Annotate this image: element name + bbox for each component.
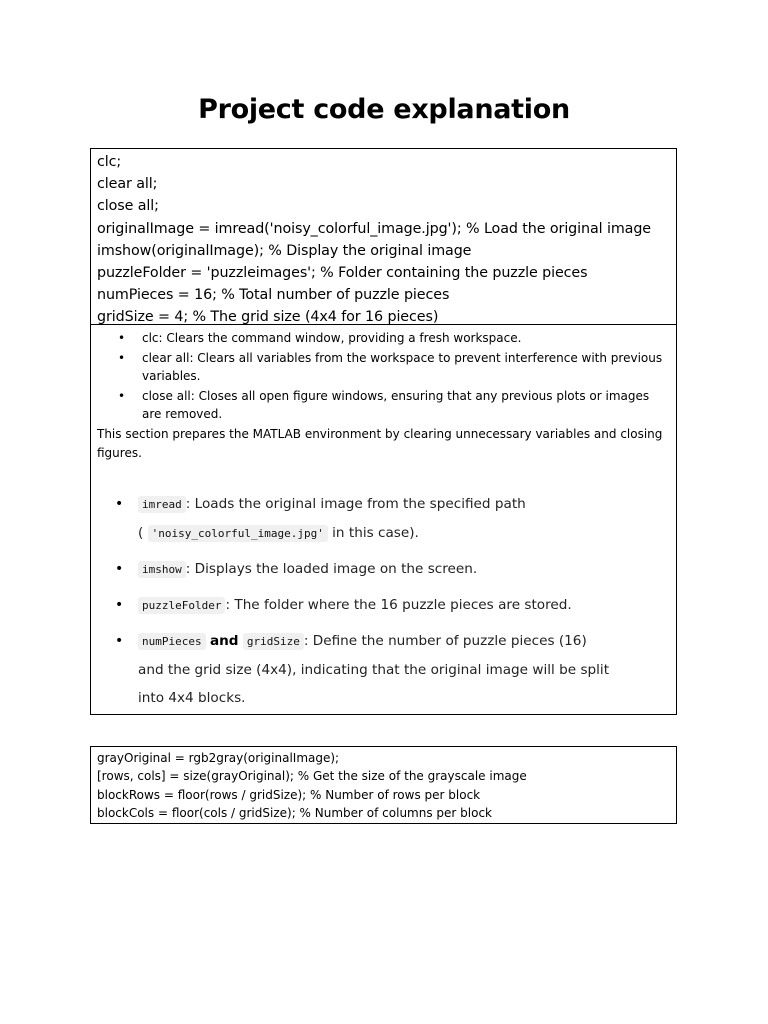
list-item-text: : The folder where the 16 puzzle pieces are stored. (225, 596, 572, 613)
code-line: blockCols = floor(cols / gridSize); % Number of columns per block (97, 806, 493, 821)
bullet-list-2 (97, 490, 670, 712)
open-paren: ( (138, 524, 144, 541)
inline-code: imread (138, 496, 186, 513)
code-line: puzzleFolder = 'puzzleimages'; % Folder containing the puzzle pieces (97, 264, 588, 281)
list-item: • clear all: Clears all variables from the workspace to prevent interference with previous variables. (142, 349, 670, 386)
list-item-text: into 4x4 blocks. (138, 689, 246, 706)
code-line: [rows, cols] = size(grayOriginal); % Get the size of the grayscale image (97, 769, 527, 784)
list-item-text: : Displays the loaded image on the screen. (185, 560, 478, 577)
list-item-text: : Define the number of puzzle pieces (16) (303, 632, 587, 649)
list-item-imread (138, 490, 670, 548)
inline-code: puzzleFolder (138, 597, 225, 614)
code-block-2 (90, 746, 677, 824)
code-line: close all; (97, 198, 159, 215)
list-item-puzzlefolder (138, 591, 670, 620)
and-word: and (209, 632, 239, 649)
code-line: numPieces = 16; % Total number of puzzle pieces (97, 287, 450, 304)
code-explanation-box (90, 148, 677, 715)
code-block-1 (91, 149, 676, 325)
code-line: blockRows = floor(rows / gridSize); % Number of rows per block (97, 787, 481, 802)
list-item-text: in this case). (332, 524, 419, 541)
code-line: clc; (97, 154, 122, 170)
summary-paragraph: This section prepares the MATLAB environment by clearing unnecessary variables and closing figures. (97, 426, 663, 461)
list-item-text: : Loads the original image from the specified path (185, 495, 526, 512)
inline-code: 'noisy_colorful_image.jpg' (148, 525, 328, 542)
code-line: gridSize = 4; % The grid size (4x4 for 16 pieces) (97, 309, 439, 326)
code-line: grayOriginal = rgb2gray(originalImage); (97, 751, 340, 765)
code-line: clear all; (97, 176, 158, 193)
list-item-numpieces (138, 627, 670, 712)
inline-code: gridSize (243, 633, 304, 650)
page-title: Project code explanation (198, 94, 570, 125)
list-item-imshow (138, 555, 670, 584)
list-item: • clc: Clears the command window, providing a fresh workspace. (142, 329, 670, 348)
bullet-list-1 (97, 329, 670, 424)
list-item: • close all: Closes all open figure windows, ensuring that any previous plots or images are removed. (142, 387, 670, 424)
explanation-section (91, 329, 676, 712)
code-line: originalImage = imread('noisy_colorful_image.jpg'); % Load the original image (97, 220, 652, 237)
code-line: imshow(originalImage); % Display the original image (97, 242, 472, 259)
list-item-text: and the grid size (4x4), indicating that the original image will be split (138, 661, 610, 678)
inline-code: imshow (138, 561, 186, 578)
inline-code: numPieces (138, 633, 206, 650)
